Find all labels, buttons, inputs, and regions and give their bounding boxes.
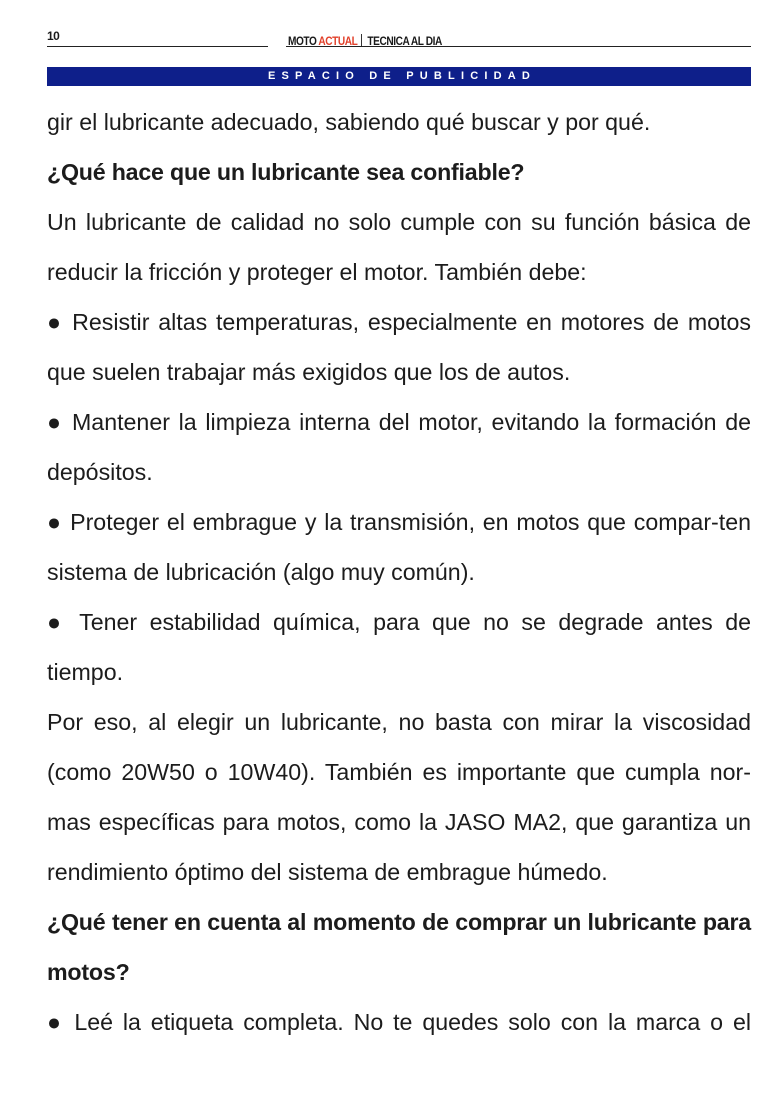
ad-banner[interactable]: ESPACIO DE PUBLICIDAD xyxy=(47,67,751,86)
magazine-name-moto: MOTO xyxy=(288,36,317,48)
header-rule-right xyxy=(286,46,751,47)
article-body xyxy=(47,97,751,1047)
paragraph-calidad: Un lubricante de calidad no solo cumple con su función básica de reducir la fricción y proteger el motor. También debe: xyxy=(47,209,751,285)
heading-que-tener-en-cuenta: ¿Qué tener en cuenta al momento de comprar un lubricante para motos? xyxy=(47,909,751,985)
bullet-embrague: ● Proteger el embrague y la transmisión, en motos que compar-ten sistema de lubricación (algo muy común). xyxy=(47,509,751,585)
page-number: 10 xyxy=(47,29,60,43)
bullet-etiqueta: ● Leé la etiqueta completa. No te quedes solo con la marca o el xyxy=(47,1009,751,1035)
bullet-estabilidad: ● Tener estabilidad química, para que no se degrade antes de tiempo. xyxy=(47,609,751,685)
paragraph-viscosidad: Por eso, al elegir un lubricante, no basta con mirar la viscosidad (como 20W50 o 10W40). También es importante que cumpla nor-mas específicas para motos, como la JASO MA2, que garantiza un rendimiento óptimo del sistema de embrague húmedo. xyxy=(47,709,751,885)
header-rule-left xyxy=(47,46,268,47)
paragraph-intro-continuation: gir el lubricante adecuado, sabiendo qué buscar y por qué. xyxy=(47,109,651,135)
heading-lubricante-confiable: ¿Qué hace que un lubricante sea confiable? xyxy=(47,159,525,185)
bullet-temperaturas: ● Resistir altas temperaturas, especialmente en motores de motos que suelen trabajar más exigidos que los de autos. xyxy=(47,309,751,385)
section-name: TECNICA AL DIA xyxy=(367,36,442,48)
bullet-limpieza: ● Mantener la limpieza interna del motor, evitando la formación de depósitos. xyxy=(47,409,751,485)
magazine-name-actual: ACTUAL xyxy=(318,36,358,48)
